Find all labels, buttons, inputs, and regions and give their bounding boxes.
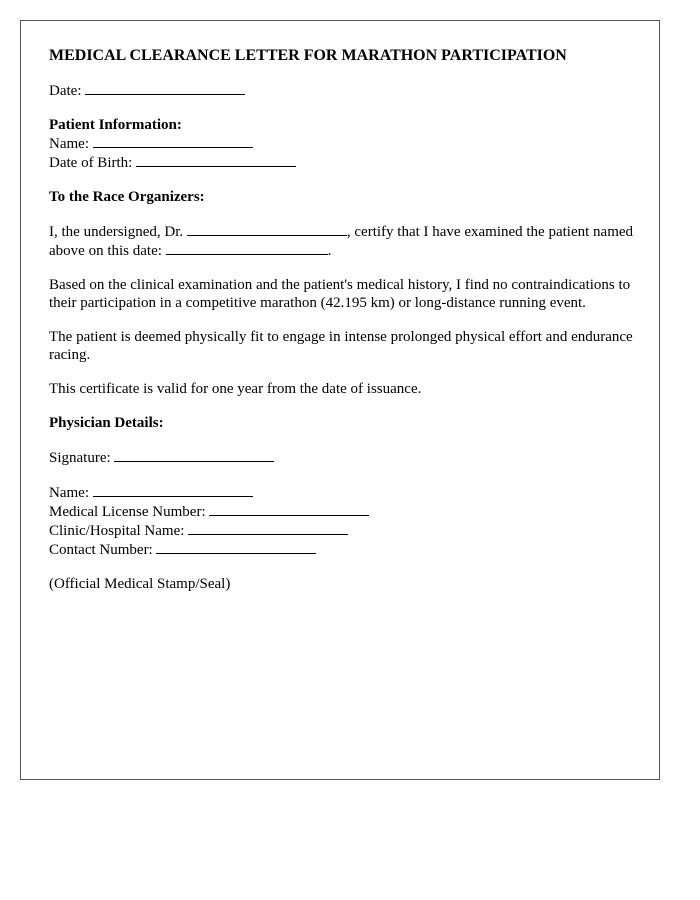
date-label: Date: xyxy=(49,83,82,99)
clinical-paragraph: Based on the clinical examination and the patient's medical history, I find no contraindications to their participation in a competitive marathon (42.195 km) or long-distance running event. xyxy=(49,277,631,311)
organizers-heading: To the Race Organizers: xyxy=(49,189,205,205)
cert-text-4: . xyxy=(327,243,332,259)
doctor-name-blank[interactable] xyxy=(187,222,347,236)
cert-text-2: , certify that I have examined the patient xyxy=(346,224,590,240)
date-blank[interactable] xyxy=(85,81,245,95)
contact-blank[interactable] xyxy=(156,540,316,554)
patient-info-heading: Patient Information: xyxy=(49,117,182,133)
contact-label: Contact Number: xyxy=(49,542,153,558)
license-label: Medical License Number: xyxy=(49,504,206,520)
signature-blank[interactable] xyxy=(114,448,274,462)
clinic-label: Clinic/Hospital Name: xyxy=(49,523,185,539)
patient-name-blank[interactable] xyxy=(93,134,253,148)
letter-content xyxy=(49,47,634,609)
physician-name-row xyxy=(49,483,634,502)
patient-dob-label: Date of Birth: xyxy=(49,155,133,171)
certification-paragraph xyxy=(49,222,634,260)
document-title: MEDICAL CLEARANCE LETTER FOR MARATHON PARTICIPATION xyxy=(49,47,567,64)
patient-dob-row xyxy=(49,153,634,172)
validity-paragraph: This certificate is valid for one year from the date of issuance. xyxy=(49,381,422,397)
patient-name-label: Name: xyxy=(49,136,89,152)
signature-row xyxy=(49,448,634,467)
clinic-row xyxy=(49,521,634,540)
physician-name-label: Name: xyxy=(49,485,89,501)
clinic-blank[interactable] xyxy=(188,521,348,535)
physician-name-blank[interactable] xyxy=(93,483,253,497)
contact-row xyxy=(49,540,634,559)
license-blank[interactable] xyxy=(209,502,369,516)
patient-name-row xyxy=(49,134,634,153)
physician-heading: Physician Details: xyxy=(49,415,164,431)
stamp-placeholder: (Official Medical Stamp/Seal) xyxy=(49,576,231,592)
exam-date-blank[interactable] xyxy=(166,241,328,255)
cert-text-1: I, the undersigned, Dr. xyxy=(49,224,184,240)
fitness-paragraph: The patient is deemed physically fit to engage in intense prolonged physical effort and endurance racing. xyxy=(49,329,633,363)
date-row xyxy=(49,81,634,100)
patient-info-section xyxy=(49,116,634,172)
cert-text-3: named above on this date: xyxy=(49,224,634,259)
physician-details-section xyxy=(49,483,634,559)
license-row xyxy=(49,502,634,521)
signature-label: Signature: xyxy=(49,450,111,466)
patient-dob-blank[interactable] xyxy=(136,153,296,167)
